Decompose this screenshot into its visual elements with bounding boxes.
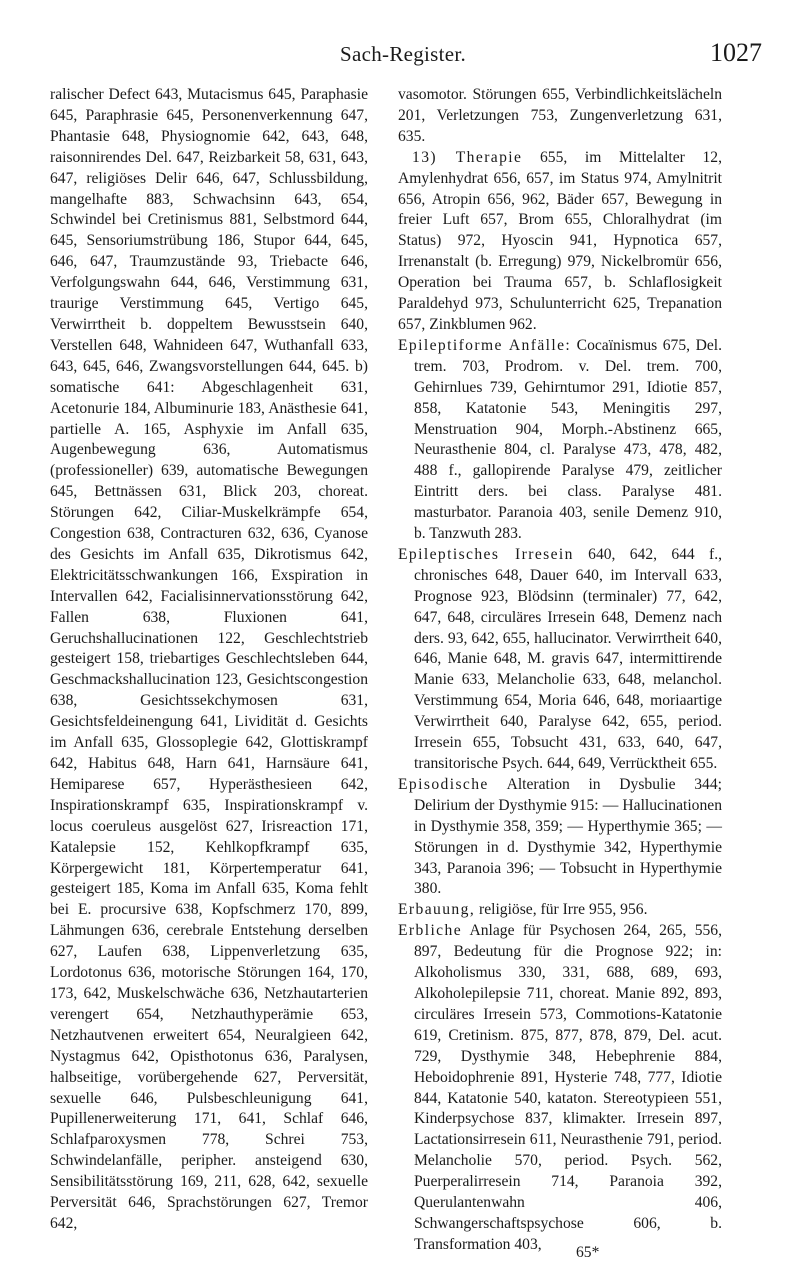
entry-head: Epileptisches Irresein (398, 545, 574, 563)
index-entry-epileptiforme (398, 336, 722, 545)
index-entry-erbauung (398, 900, 722, 921)
entry-text: 640, 642, 644 f., chronisches 648, Dauer 640, im Intervall 633, Prognose 923, Blödsinn (terminaler) 77, 642, 647, 648, circuläres Irresein 648, Demenz nach ders. 93, 642, 655, hallucinator. Verwirrtheit 640, 646, Manie 648, M. gravis 647, intermittirende Manie 633, Melancholie 633, 648, melanchol. Verstimmung 654, Moria 646, 648, moriaartige Verwirrtheit 640, Paralyse 642, 655, period. Irresein 655, Tobsucht 431, 633, 640, 647, transitorische Psych. 644, 649, Verrücktheit 655. (414, 545, 722, 772)
index-entry-continuation (398, 85, 722, 148)
right-column (398, 85, 722, 1256)
entry-text: vasomotor. Störungen 655, Verbindlichkeitslächeln 201, Verletzungen 753, Zungenverletzung 631, 635. (398, 86, 722, 145)
running-title: Sach-Register. (340, 42, 467, 66)
index-entry-therapie (398, 148, 722, 336)
entry-head: Erbauung, (398, 901, 476, 919)
entry-text: religiöse, für Irre 955, 956. (475, 901, 648, 919)
index-entry-episodische (398, 775, 722, 900)
entry-text: 655, im Mittelalter 12, Amylenhydrat 656, 657, im Status 974, Amylnitrit 656, Atropin 656, 962, Bäder 657, Bewegung in freier Luft 657, Brom 655, Chloralhydrat (im Status) 972, Hyoscin 941, Hypnotica 657, Irrenanstalt (b. Erregung) 979, Nickelbromür 656, Operation bei Trauma 657, b. Schlaflosigkeit Paraldehyd 973, Schulunterricht 625, Trepanation 657, Zinkblumen 962. (398, 148, 722, 333)
left-column-text: ralischer Defect 643, Mutacismus 645, Paraphasie 645, Paraphrasie 645, Personenverkennung 647, Phantasie 648, Physiognomie 642, 643, 648, raisonnirendes Del. 647, Reizbarkeit 58, 631, 643, 647, religiöses Delir 646, 647, Schlussbildung, mangelhafte 883, Schwachsinn 643, 654, Schwindel bei Cretinismus 881, Selbstmord 644, 645, Sensoriumstrübung 186, Stupor 644, 645, 646, 647, Traumzustände 93, Triebacte 646, Verfolgungswahn 644, 646, Verstimmung 631, traurige Verstimmung 645, Vertigo 645, Verwirrtheit b. doppeltem Bewusstsein 640, Verstellen 648, Wahnideen 647, Wuthanfall 633, 643, 645, 646, Zwangsvorstellungen 644, 645. b) somatische 641: Abgeschlagenheit 631, Acetonurie 184, Albuminurie 183, Anästhesie 641, partielle A. 165, Asphyxie im Anfall 635, Augenbewegung 636, Automatismus (professioneller) 639, automatische Bewegungen 645, Bettnässen 631, Blick 203, choreat. Störungen 642, Ciliar-Muskelkrämpfe 654, Congestion 638, Contracturen 632, 636, Cyanose des Gesichts im Anfall 635, Dikrotismus 642, Elektricitätsschwankungen 166, Exspiration in Intervallen 642, Facialisinnervationsstörung 642, Fallen 638, Fluxionen 641, Geruchshallucinationen 122, Geschlechtstrieb gesteigert 158, triebartiges Geschlechtsleben 644, Geschmackshallucination 123, Gesichtscongestion 638, Gesichtssekchymosen 631, Gesichtsfeldeinengung 641, Lividität d. Gesichts im Anfall 635, Glossoplegie 642, Glottiskrampf 642, Habitus 648, Harn 641, Harnsäure 641, Hemiparese 657, Hyperästhesieen 642, Inspirationskrampf 635, Inspirationskrampf v. locus coeruleus ausgelöst 627, Irisreaction 171, Katalepsie 152, Kehlkopfkrampf 635, Körpergewicht 181, Körpertemperatur 641, gesteigert 185, Koma im Anfall 635, Koma fehlt bei E. procursive 638, Kopfschmerz 170, 899, Lähmungen 636, cerebrale Entstehung derselben 627, Laufen 638, Lippenverletzung 635, Lordotonus 636, motorische Störungen 164, 170, 173, 642, Muskelschwäche 636, Netzhautarterien verengert 654, Netzhauthyperämie 653, Netzhautvenen erweitert 654, Neuralgieen 642, Nystagmus 642, Opisthotonus 636, Paralysen, halbseitige, vorübergehende 627, Perversität, sexuelle 646, Pulsbeschleunigung 641, Pupillenerweiterung 171, 641, Schlaf 646, Schlafparoxysmen 778, Schrei 753, Schwindelanfälle, peripher. ansteigend 630, Sensibilitätsstörung 169, 211, 628, 642, sexuelle Perversität 646, Sprachstörungen 627, Tremor 642, (50, 86, 368, 1232)
entry-text: Alteration in Dysbulie 344; Delirium der Dysthymie 915: — Hallucinationen in Dysthymie 358, 359; — Hyperthymie 365; — Störungen in d. Dysthymie 342, Hyperthymie 343, Paranoia 396; — Tobsucht in Hyperthymie 380. (414, 775, 722, 898)
index-entry-epileptisches-irresein (398, 545, 722, 775)
entry-head: Epileptiforme Anfälle: (398, 336, 572, 354)
entry-head: Episodische (398, 775, 489, 793)
page-header (50, 36, 762, 70)
entry-text: Anlage für Psychosen 264, 265, 556, 897, Bedeutung für die Prognose 922; in: Alkoholismus 330, 331, 688, 689, 693, Alkoholepilepsie 711, choreat. Manie 892, 893, circuläres Irresein 573, Commotions-Katatonie 619, Cretinism. 875, 877, 878, 879, Del. acut. 729, Dysthymie 348, Hebephrenie 884, Heboidophrenie 891, Hysterie 748, 777, Idiotie 844, Katatonie 540, kataton. Stereotypieen 551, Kinderpsychose 837, klimakter. Irresein 897, Lactationsirresein 611, Neurasthenie 791, period. Melancholie 570, period. Psych. 562, Puerperalirresein 714, Paranoia 392, Querulantenwahn 406, Schwangerschaftspsychose 606, b. Transformation 403, (414, 922, 722, 1253)
signature-mark: 65* (576, 1244, 600, 1261)
index-entry-erbliche (398, 921, 722, 1256)
page-number: 1027 (710, 38, 762, 67)
entry-head: Erbliche (398, 922, 463, 940)
entry-text: Cocaïnismus 675, Del. trem. 703, Prodrom. v. Del. trem. 700, Gehirnlues 739, Gehirntumor 291, Idiotie 857, 858, Katatonie 543, Meningitis 297, Menstruation 904, Morph.-Abstinenz 665, Neurasthenie 804, cl. Paralyse 473, 478, 482, 488 f., gallopirende Paralyse 479, zeitlicher Eintritt ders. bei class. Paralyse 481. masturbator. Paranoia 403, senile Demenz 910, b. Tanzwuth 283. (414, 336, 722, 543)
left-column (50, 85, 368, 1235)
entry-head: 13) Therapie (412, 148, 523, 166)
